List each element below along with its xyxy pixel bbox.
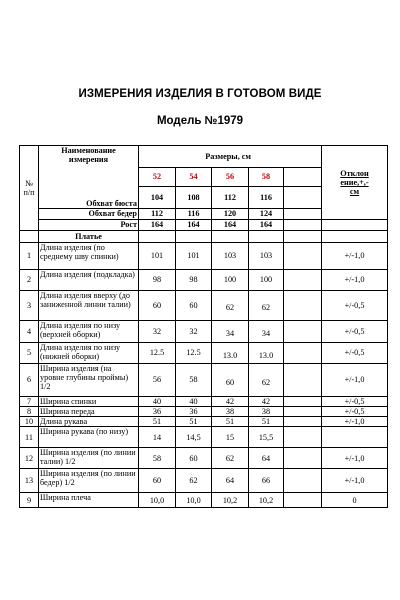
header-name-spacer: [39, 168, 139, 187]
row-name: Ширина изделия (по линии бедер) 1/2: [39, 469, 139, 493]
row-value: 38: [212, 407, 249, 417]
row-value: 15: [212, 427, 249, 448]
row-num: 13: [20, 469, 39, 493]
row-value: 60: [139, 469, 176, 493]
row-deviation: +/-0,5: [322, 343, 388, 364]
row-num: 11: [20, 427, 39, 448]
row-value: 101: [176, 243, 212, 270]
row-value: 100: [212, 270, 249, 291]
row-value: 62: [249, 291, 284, 321]
row-value: 62: [212, 291, 249, 321]
model-title: Модель №1979: [156, 115, 244, 127]
table-row: [20, 243, 388, 270]
param-height-52: 164: [139, 220, 176, 231]
row-deviation: [322, 427, 388, 448]
param-hips-label: Обхват бедер: [39, 209, 139, 220]
param-bust-54: 108: [176, 187, 212, 209]
table-row: [20, 427, 388, 448]
row-value: 10,2: [249, 493, 284, 508]
row-name: Длина изделия (по среднему шву спинки): [39, 243, 139, 270]
param-bust-empty: [284, 187, 322, 209]
row-num: 1: [20, 243, 39, 270]
row-value: 40: [139, 397, 176, 407]
row-empty: [284, 343, 322, 364]
row-empty: [284, 397, 322, 407]
row-num: 5: [20, 343, 39, 364]
row-value: 10,0: [139, 493, 176, 508]
row-deviation: +/-1,0: [322, 364, 388, 397]
size-58: 58: [249, 168, 284, 187]
param-hips-56: 120: [212, 209, 249, 220]
row-empty: [284, 270, 322, 291]
param-height-56: 164: [212, 220, 249, 231]
header-num: № п/п: [20, 146, 39, 231]
param-height-label: Рост: [39, 220, 139, 231]
param-bust-56: 112: [212, 187, 249, 209]
row-value: 51: [176, 417, 212, 427]
row-value: 14,5: [176, 427, 212, 448]
row-value: 40: [176, 397, 212, 407]
row-value: 38: [249, 407, 284, 417]
row-name: Ширина переда: [39, 407, 139, 417]
param-hips-58: 124: [249, 209, 284, 220]
row-value: 60: [176, 291, 212, 321]
row-value: 58: [139, 448, 176, 469]
param-height-empty: [284, 220, 322, 231]
header-sizes-label: Размеры, см: [139, 146, 322, 168]
row-empty: [284, 493, 322, 508]
row-deviation: +/-0,5: [322, 291, 388, 321]
row-num: 7: [20, 397, 39, 407]
row-value: 100: [249, 270, 284, 291]
row-value: 103: [212, 243, 249, 270]
row-name: Длина рукава: [39, 417, 139, 427]
row-num: 12: [20, 448, 39, 469]
param-height-58: 164: [249, 220, 284, 231]
row-value: 56: [139, 364, 176, 397]
param-bust-58: 116: [249, 187, 284, 209]
table-row: [20, 417, 388, 427]
row-deviation: +/-1,0: [322, 417, 388, 427]
row-empty: [284, 243, 322, 270]
row-num: 8: [20, 407, 39, 417]
row-deviation: +/-1,0: [322, 469, 388, 493]
row-num: 3: [20, 291, 39, 321]
param-bust-52: 104: [139, 187, 176, 209]
row-value: 42: [249, 397, 284, 407]
row-value: 13.0: [212, 343, 249, 364]
row-value: 13.0: [249, 343, 284, 364]
row-value: 98: [139, 270, 176, 291]
measurements-table: [19, 145, 388, 508]
row-empty: [284, 364, 322, 397]
row-empty: [284, 407, 322, 417]
row-num: 9: [20, 493, 39, 508]
param-bust-label: Обхват бюста: [39, 187, 139, 209]
row-value: 32: [176, 321, 212, 343]
row-value: 34: [249, 321, 284, 343]
size-52: 52: [139, 168, 176, 187]
row-num: 2: [20, 270, 39, 291]
table-row: [20, 321, 388, 343]
row-deviation: +/-1,0: [322, 448, 388, 469]
row-value: 60: [139, 291, 176, 321]
row-value: 51: [249, 417, 284, 427]
param-height-54: 164: [176, 220, 212, 231]
row-value: 101: [139, 243, 176, 270]
row-empty: [284, 291, 322, 321]
row-value: 64: [212, 469, 249, 493]
row-value: 103: [249, 243, 284, 270]
row-name: Длина изделия вверху (до заниженной линии талии): [39, 291, 139, 321]
section-num: [20, 231, 39, 243]
row-empty: [284, 321, 322, 343]
table-row: [20, 407, 388, 417]
section-cell: [284, 231, 322, 243]
row-deviation: +/-0,5: [322, 407, 388, 417]
size-54: 54: [176, 168, 212, 187]
table-row: [20, 343, 388, 364]
row-num: 4: [20, 321, 39, 343]
section-cell: [322, 231, 388, 243]
param-hips-52: 112: [139, 209, 176, 220]
row-value: 98: [176, 270, 212, 291]
row-name: Длина изделия по низу (верхней оборки): [39, 321, 139, 343]
param-hips-empty: [284, 209, 322, 220]
row-name: Длина изделия (подкладка): [39, 270, 139, 291]
row-value: 36: [139, 407, 176, 417]
row-value: 62: [249, 364, 284, 397]
row-name: Длина изделия по низу (нижней оборки): [39, 343, 139, 364]
row-name: Ширина изделия (по линии талии) 1/2: [39, 448, 139, 469]
row-value: 58: [176, 364, 212, 397]
row-value: 34: [212, 321, 249, 343]
row-empty: [284, 427, 322, 448]
section-cell: [249, 231, 284, 243]
section-cell: [176, 231, 212, 243]
row-value: 10,2: [212, 493, 249, 508]
table-row: [20, 493, 388, 508]
row-value: 10,0: [176, 493, 212, 508]
table-row: [20, 364, 388, 397]
row-name: Ширина спинки: [39, 397, 139, 407]
table-row: [20, 291, 388, 321]
row-value: 60: [176, 448, 212, 469]
row-value: 12.5: [176, 343, 212, 364]
row-empty: [284, 469, 322, 493]
row-num: 6: [20, 364, 39, 397]
header-name: Наименование измерения: [39, 146, 139, 168]
row-value: 36: [176, 407, 212, 417]
row-name: Ширина рукава (по низу): [39, 427, 139, 448]
row-deviation: +/-0,5: [322, 397, 388, 407]
row-value: 60: [212, 364, 249, 397]
row-name: Ширина изделия (на уровне глубины проймы) 1/2: [39, 364, 139, 397]
row-deviation: +/-1,0: [322, 243, 388, 270]
table-row: [20, 448, 388, 469]
row-empty: [284, 417, 322, 427]
table-row: [20, 469, 388, 493]
row-deviation: +/-1,0: [322, 270, 388, 291]
row-deviation: 0: [322, 493, 388, 508]
row-name: Ширина плеча: [39, 493, 139, 508]
row-value: 64: [249, 448, 284, 469]
header-deviation: Отклон ение,+,- см: [322, 146, 388, 220]
section-cell: [139, 231, 176, 243]
table-row: [20, 397, 388, 407]
row-deviation: +/-0,5: [322, 321, 388, 343]
row-value: 14: [139, 427, 176, 448]
section-title: Платье: [39, 231, 139, 243]
row-value: 12.5: [139, 343, 176, 364]
size-empty: [284, 168, 322, 187]
document-title: ИЗМЕРЕНИЯ ИЗДЕЛИЯ В ГОТОВОМ ВИДЕ: [78, 88, 322, 100]
row-value: 42: [212, 397, 249, 407]
row-value: 32: [139, 321, 176, 343]
section-cell: [212, 231, 249, 243]
row-empty: [284, 448, 322, 469]
param-hips-54: 116: [176, 209, 212, 220]
table-row: [20, 270, 388, 291]
row-value: 62: [212, 448, 249, 469]
row-value: 15,5: [249, 427, 284, 448]
row-value: 51: [139, 417, 176, 427]
size-56: 56: [212, 168, 249, 187]
row-value: 66: [249, 469, 284, 493]
row-num: 10: [20, 417, 39, 427]
row-value: 51: [212, 417, 249, 427]
param-height-dev: [322, 220, 388, 231]
row-value: 62: [176, 469, 212, 493]
